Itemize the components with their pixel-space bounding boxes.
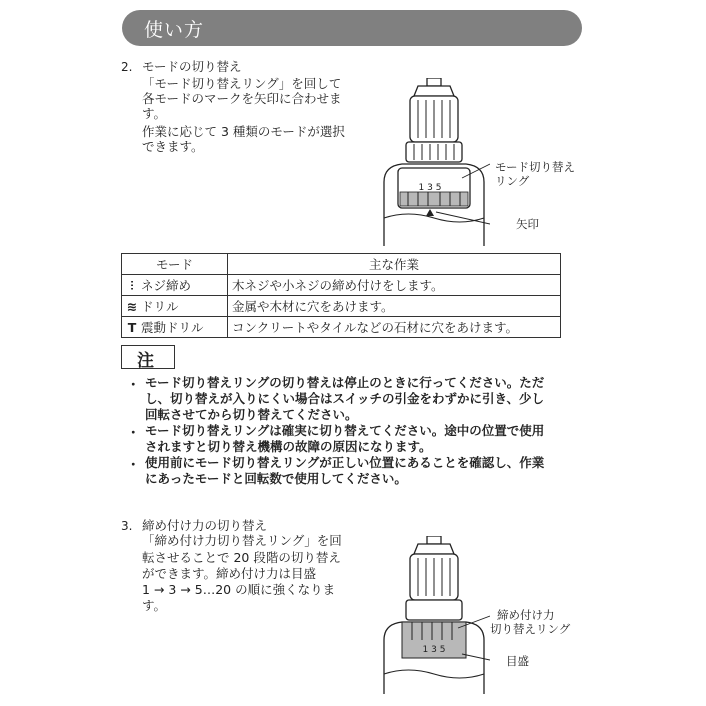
callout-torque-ring-line-2: 切り替えリング [490, 622, 571, 636]
note-3-line-1: 使用前にモード切り替えリングが正しい位置にあることを確認し、作業 [145, 455, 545, 470]
section-3-line-1: 「締め付け力切り替えリング」を回 [142, 533, 342, 548]
note-1-line-3: 回転させてから切り替えてください。 [145, 407, 358, 422]
section-2-line-1: 「モード切り替えリング」を回して [142, 76, 342, 91]
mode-table [121, 253, 561, 338]
note-2-line-1: モード切り替えリングは確実に切り替えてください。途中の位置で使用 [145, 423, 545, 438]
section-3-line-2: 転させることで 20 段階の切り替え [142, 550, 341, 565]
section-2-number: 2. [121, 60, 133, 74]
drill-mode-ring-illustration [378, 78, 490, 246]
callout-mode-ring-line-1: モード切り替え [495, 160, 576, 174]
callout-mode-ring-line-2: リング [495, 174, 530, 188]
ring-marks: 1 3 5 [418, 183, 442, 193]
section-3-line-3: ができます。締め付け力は目盛 [142, 566, 317, 581]
mode-work: 金属や木材に穴をあけます。 [228, 296, 561, 317]
mode-name: 震動ドリル [141, 320, 204, 335]
callout-scale: 目盛 [506, 654, 529, 668]
section-header-bar [122, 10, 582, 46]
table-header-mode: モード [122, 254, 228, 275]
section-3-title: 締め付け力の切り替え [142, 518, 268, 533]
section-2-line-3: す。 [142, 106, 167, 121]
drill-torque-ring-illustration [378, 536, 490, 694]
callout-torque-ring-line-1: 締め付け力 [497, 608, 555, 622]
table-header-row [122, 254, 561, 275]
note-1-line-1: モード切り替えリングの切り替えは停止のときに行ってください。ただ [145, 375, 545, 390]
note-3-line-2: にあったモードと回転数で使用してください。 [145, 471, 407, 486]
callout-arrow: 矢印 [516, 217, 539, 231]
table-header-work: 主な作業 [228, 254, 561, 275]
mode-work: コンクリートやタイルなどの石材に穴をあけます。 [228, 317, 561, 338]
table-row [122, 296, 561, 317]
note-bullet-mark: ・ [127, 425, 140, 440]
section-3-number: 3. [121, 519, 133, 533]
section-3-line-5: す。 [142, 598, 167, 613]
section-3-line-4: 1 → 3 → 5…20 の順に強くなりま [142, 582, 336, 597]
section-2-line-2: 各モードのマークを矢印に合わせま [142, 91, 342, 106]
hammer-icon: T [127, 320, 137, 335]
drill-bit-icon: ≋ [126, 299, 138, 314]
mode-name: ネジ締め [141, 278, 192, 293]
torque-ring-marks: 1 3 5 [422, 645, 446, 655]
note-1-line-2: し、切り替えが入りにくい場合はスイッチの引金をわずかに引き、少し [145, 391, 545, 406]
table-row [122, 275, 561, 296]
note-2-line-2: されますと切り替え機構の故障の原因になります。 [145, 439, 432, 454]
note-box [121, 345, 175, 369]
note-label: 注 [137, 351, 154, 371]
page-title: 使い方 [144, 19, 205, 41]
table-row [122, 317, 561, 338]
note-bullet-mark: ・ [127, 377, 140, 392]
screw-icon: ⫶ [130, 278, 134, 293]
section-2-line-5: できます。 [142, 139, 204, 154]
section-2-title: モードの切り替え [142, 59, 242, 74]
section-2-line-4: 作業に応じて 3 種類のモードが選択 [142, 124, 345, 139]
mode-work: 木ネジや小ネジの締め付けをします。 [228, 275, 561, 296]
mode-name: ドリル [141, 299, 179, 314]
note-bullet-mark: ・ [127, 457, 140, 472]
